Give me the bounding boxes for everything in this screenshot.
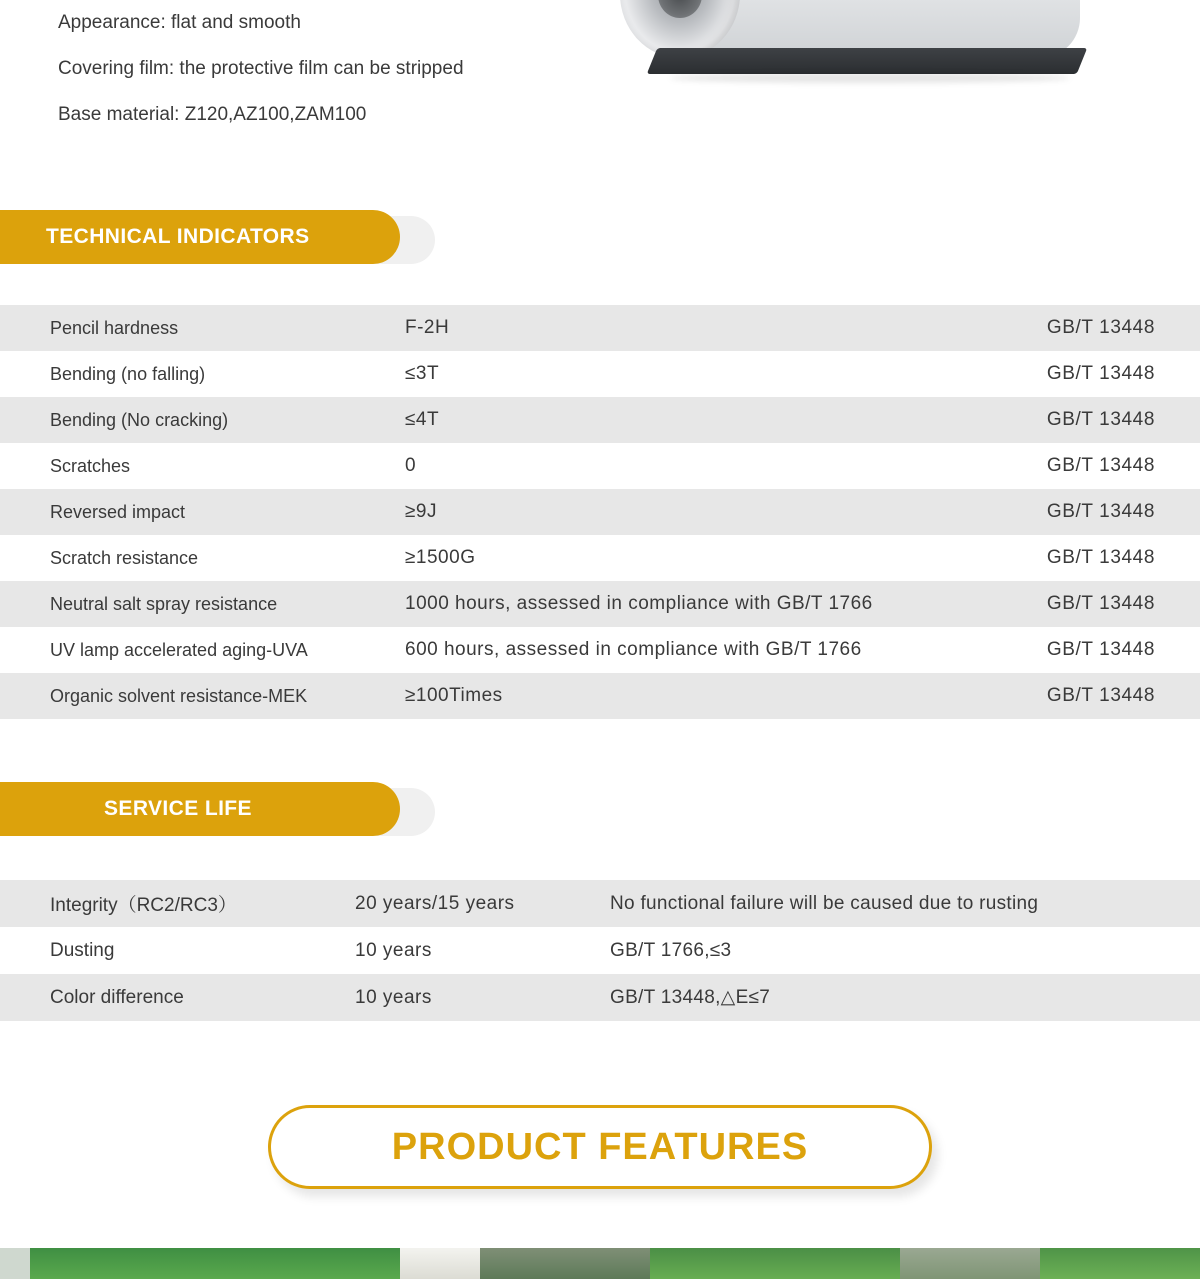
life-duration: 20 years/15 years [355,880,610,927]
life-name: Integrity（RC2/RC3） [0,880,355,927]
table-row [0,443,1200,489]
life-note: GB/T 1766,≤3 [610,927,1200,974]
table-row [0,974,1200,1021]
table-row [0,489,1200,535]
life-note: No functional failure will be caused due to rusting [610,880,1200,927]
tech-name: Neutral salt spray resistance [0,581,355,627]
tech-standard: GB/T 13448 [955,489,1200,535]
strip-segment [400,1248,480,1279]
life-duration: 10 years [355,927,610,974]
tech-value: ≥100Times [355,673,955,719]
tech-value: 0 [355,443,955,489]
tech-standard: GB/T 13448 [955,305,1200,351]
tech-value: ≤3T [355,351,955,397]
banner-pill [0,210,400,264]
life-note: GB/T 13448,△E≤7 [610,974,1200,1021]
tech-name: Scratches [0,443,355,489]
tech-value: ≤4T [355,397,955,443]
tech-standard: GB/T 13448 [955,627,1200,673]
intro-text-block [0,0,620,138]
tech-standard: GB/T 13448 [955,397,1200,443]
table-row [0,397,1200,443]
banner-pill [0,782,400,836]
technical-indicators-title: TECHNICAL INDICATORS [46,225,310,248]
tech-standard: GB/T 13448 [955,351,1200,397]
product-features-title: PRODUCT FEATURES [391,1125,809,1168]
table-row [0,535,1200,581]
strip-segment [480,1248,650,1279]
tech-value: F-2H [355,305,955,351]
tech-name: UV lamp accelerated aging-UVA [0,627,355,673]
tech-name: Bending (No cracking) [0,397,355,443]
intro-line-base-material: Base material: Z120,AZ100,ZAM100 [58,104,367,125]
technical-indicators-table [0,305,1200,719]
tech-value: 600 hours, assessed in compliance with GB/T 1766 [355,627,955,673]
product-coil-photo [600,0,1200,140]
tech-value: ≥1500G [355,535,955,581]
product-features-banner [268,1105,932,1189]
service-life-banner [0,782,440,836]
tech-name: Pencil hardness [0,305,355,351]
tech-standard: GB/T 13448 [955,673,1200,719]
tech-name: Reversed impact [0,489,355,535]
table-row [0,305,1200,351]
strip-segment [1040,1248,1200,1279]
strip-segment [30,1248,400,1279]
tech-standard: GB/T 13448 [955,581,1200,627]
table-row [0,880,1200,927]
strip-segment [900,1248,1040,1279]
tech-value: ≥9J [355,489,955,535]
service-life-title: SERVICE LIFE [104,797,252,820]
tech-value: 1000 hours, assessed in compliance with GB/T 1766 [355,581,955,627]
table-row [0,351,1200,397]
coil-stand-shape [647,48,1088,74]
tech-standard: GB/T 13448 [955,535,1200,581]
technical-indicators-banner [0,210,440,264]
tech-name: Bending (no falling) [0,351,355,397]
table-row [0,581,1200,627]
table-row [0,927,1200,974]
tech-name: Organic solvent resistance-MEK [0,673,355,719]
intro-line-appearance: Appearance: flat and smooth [58,12,301,33]
life-name: Color difference [0,974,355,1021]
service-life-table [0,880,1200,1021]
intro-line-covering-film: Covering film: the protective film can be stripped [58,58,464,79]
tech-name: Scratch resistance [0,535,355,581]
life-name: Dusting [0,927,355,974]
coil-shadow [670,73,1070,83]
strip-segment [650,1248,900,1279]
table-row [0,673,1200,719]
life-duration: 10 years [355,974,610,1021]
table-row [0,627,1200,673]
tech-standard: GB/T 13448 [955,443,1200,489]
strip-segment [0,1248,30,1279]
bottom-photo-strip [0,1248,1200,1279]
